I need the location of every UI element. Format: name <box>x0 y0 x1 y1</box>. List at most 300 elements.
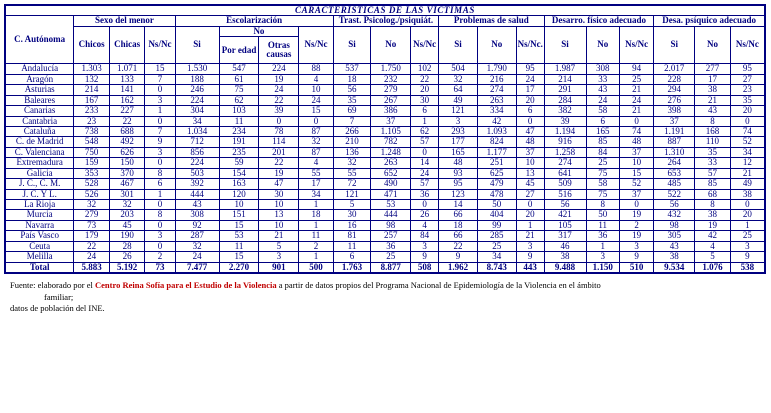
cell-value: 32 <box>333 158 371 168</box>
cell-value: 34 <box>477 252 516 262</box>
total-cell-value: 8.743 <box>477 262 516 273</box>
cell-value: 503 <box>175 168 219 178</box>
cell-value: 3 <box>619 241 653 251</box>
cell-value: 74 <box>619 126 653 136</box>
cell-value: 392 <box>175 179 219 189</box>
header-psiquico-si: Si <box>654 26 695 63</box>
table-row <box>5 106 765 116</box>
footnote-line1a: Fuente: elaborado por el <box>10 280 95 291</box>
cell-value: 27 <box>730 74 765 84</box>
total-cell-value: 8.877 <box>371 262 411 273</box>
cell-value: 66 <box>439 231 478 241</box>
cell-value: 7 <box>145 126 175 136</box>
cell-value: 25 <box>371 252 411 262</box>
cell-value: 782 <box>371 137 411 147</box>
cell-value: 2 <box>145 252 175 262</box>
cell-value: 64 <box>439 85 478 95</box>
cell-value: 641 <box>544 168 586 178</box>
cell-value: 43 <box>654 241 695 251</box>
cell-value: 0 <box>299 116 333 126</box>
cell-value: 1.258 <box>544 147 586 157</box>
cell-value: 36 <box>411 189 439 199</box>
row-region-label: Cataluña <box>5 126 74 136</box>
header-fisico-si: Si <box>544 26 586 63</box>
cell-value: 2 <box>619 220 653 230</box>
cell-value: 159 <box>74 158 110 168</box>
total-cell-value: 1.150 <box>586 262 619 273</box>
cell-value: 1 <box>299 220 333 230</box>
table-row <box>5 252 765 262</box>
cell-value: 1 <box>299 252 333 262</box>
cell-value: 370 <box>109 168 145 178</box>
total-cell-value: 2.270 <box>219 262 259 273</box>
cell-value: 485 <box>654 179 695 189</box>
header-escolarizacion-nsnc: Ns/Nc <box>299 26 333 63</box>
cell-value: 224 <box>175 95 219 105</box>
cell-value: 1.987 <box>544 64 586 74</box>
cell-value: 547 <box>219 64 259 74</box>
cell-value: 43 <box>695 106 731 116</box>
cell-value: 353 <box>74 168 110 178</box>
cell-value: 264 <box>654 158 695 168</box>
cell-value: 1.750 <box>371 64 411 74</box>
cell-value: 20 <box>730 210 765 220</box>
cell-value: 317 <box>544 231 586 241</box>
cell-value: 0 <box>619 116 653 126</box>
cell-value: 30 <box>411 95 439 105</box>
cell-value: 432 <box>654 210 695 220</box>
cell-value: 39 <box>544 116 586 126</box>
cell-value: 267 <box>371 95 411 105</box>
total-label: Total <box>5 262 74 273</box>
cell-value: 293 <box>439 126 478 136</box>
page-title: CARACTERÍSTICAS DE LAS VÍCTIMAS <box>5 5 765 16</box>
cell-value: 738 <box>74 126 110 136</box>
cell-value: 8 <box>695 200 731 210</box>
cell-value: 11 <box>333 241 371 251</box>
row-region-label: Andalucía <box>5 64 74 74</box>
cell-value: 57 <box>695 168 731 178</box>
cell-value: 4 <box>299 74 333 84</box>
cell-value: 37 <box>619 189 653 199</box>
cell-value: 34 <box>299 189 333 199</box>
cell-value: 150 <box>109 158 145 168</box>
cell-value: 43 <box>175 200 219 210</box>
cell-value: 17 <box>299 179 333 189</box>
table-row <box>5 85 765 95</box>
cell-value: 17 <box>695 74 731 84</box>
cell-value: 887 <box>654 137 695 147</box>
header-salud-si: Si <box>439 26 478 63</box>
cell-value: 233 <box>74 106 110 116</box>
cell-value: 7 <box>145 74 175 84</box>
row-region-label: País Vasco <box>5 231 74 241</box>
cell-value: 444 <box>175 189 219 199</box>
row-region-label: Extremadura <box>5 158 74 168</box>
cell-value: 167 <box>74 95 110 105</box>
cell-value: 1 <box>586 241 619 251</box>
table-row <box>5 189 765 199</box>
cell-value: 58 <box>586 106 619 116</box>
cell-value: 274 <box>477 85 516 95</box>
table-row <box>5 241 765 251</box>
table-row <box>5 158 765 168</box>
row-region-label: Ceuta <box>5 241 74 251</box>
footnote-line1c: a partir de datos propios del Programa Nacional de Epidemiología de la Violencia en el ámbito <box>276 280 601 291</box>
cell-value: 39 <box>259 106 299 116</box>
cell-value: 23 <box>730 85 765 95</box>
header-trast-nsnc: Ns/Nc <box>411 26 439 63</box>
cell-value: 188 <box>175 74 219 84</box>
cell-value: 15 <box>619 168 653 178</box>
cell-value: 24 <box>175 252 219 262</box>
cell-value: 98 <box>654 220 695 230</box>
cell-value: 56 <box>333 85 371 95</box>
cell-value: 23 <box>74 116 110 126</box>
cell-value: 120 <box>219 189 259 199</box>
table-row <box>5 179 765 189</box>
header-psiquico-nsnc: Ns/Nc <box>730 26 765 63</box>
cell-value: 8 <box>145 210 175 220</box>
total-cell-value: 9.534 <box>654 262 695 273</box>
cell-value: 37 <box>371 116 411 126</box>
group-trastornos: Trast. Psicolog./psiquiát. <box>333 16 438 26</box>
cell-value: 35 <box>730 95 765 105</box>
cell-value: 6 <box>145 179 175 189</box>
cell-value: 32 <box>109 200 145 210</box>
cell-value: 1.530 <box>175 64 219 74</box>
row-region-label: Melilla <box>5 252 74 262</box>
cell-value: 1.248 <box>371 147 411 157</box>
cell-value: 688 <box>109 126 145 136</box>
row-region-label: Cantabria <box>5 116 74 126</box>
cell-value: 5 <box>259 241 299 251</box>
cell-value: 263 <box>371 158 411 168</box>
cell-value: 75 <box>586 189 619 199</box>
cell-value: 1.071 <box>109 64 145 74</box>
group-desarrollo-psiquico: Desa. psíquico adecuado <box>654 16 765 26</box>
footnote-org: Centro Reina Sofía <box>94 280 165 291</box>
cell-value: 19 <box>619 210 653 220</box>
cell-value: 114 <box>259 137 299 147</box>
cell-value: 177 <box>439 137 478 147</box>
cell-value: 537 <box>333 64 371 74</box>
cell-value: 59 <box>219 158 259 168</box>
cell-value: 33 <box>695 158 731 168</box>
cell-value: 492 <box>109 137 145 147</box>
cell-value: 32 <box>439 74 478 84</box>
cell-value: 56 <box>654 200 695 210</box>
cell-value: 522 <box>654 189 695 199</box>
cell-value: 19 <box>695 220 731 230</box>
cell-value: 4 <box>299 158 333 168</box>
total-cell-value: 5.192 <box>109 262 145 273</box>
cell-value: 136 <box>333 147 371 157</box>
cell-value: 214 <box>74 85 110 95</box>
total-cell-value: 7.477 <box>175 262 219 273</box>
cell-value: 334 <box>477 106 516 116</box>
cell-value: 3 <box>411 241 439 251</box>
cell-value: 13 <box>516 168 544 178</box>
cell-value: 55 <box>299 168 333 178</box>
cell-value: 10 <box>299 85 333 95</box>
cell-value: 9 <box>619 252 653 262</box>
cell-value: 0 <box>145 85 175 95</box>
table-title-row <box>5 5 765 16</box>
cell-value: 28 <box>109 241 145 251</box>
cell-value: 479 <box>477 179 516 189</box>
cell-value: 36 <box>586 231 619 241</box>
total-cell-value: 9.488 <box>544 262 586 273</box>
total-cell-value: 901 <box>259 262 299 273</box>
cell-value: 22 <box>259 95 299 105</box>
row-region-label: Navarra <box>5 220 74 230</box>
cell-value: 2.017 <box>654 64 695 74</box>
cell-value: 30 <box>259 189 299 199</box>
row-region-label: Aragón <box>5 74 74 84</box>
cell-value: 21 <box>695 95 731 105</box>
cell-value: 1 <box>145 189 175 199</box>
cell-value: 305 <box>654 231 695 241</box>
cell-value: 10 <box>259 200 299 210</box>
cell-value: 56 <box>544 200 586 210</box>
cell-value: 1 <box>145 106 175 116</box>
cell-value: 3 <box>439 116 478 126</box>
cell-value: 0 <box>730 200 765 210</box>
cell-value: 3 <box>586 252 619 262</box>
cell-value: 48 <box>439 158 478 168</box>
cell-value: 856 <box>175 147 219 157</box>
cell-value: 1 <box>299 200 333 210</box>
cell-value: 24 <box>259 85 299 95</box>
cell-value: 38 <box>695 85 731 95</box>
cell-value: 301 <box>109 189 145 199</box>
cell-value: 151 <box>219 210 259 220</box>
cell-value: 712 <box>175 137 219 147</box>
header-region: C. Autónoma <box>5 16 74 64</box>
total-cell-value: 73 <box>145 262 175 273</box>
cell-value: 216 <box>477 74 516 84</box>
table-row <box>5 147 765 157</box>
cell-value: 132 <box>74 74 110 84</box>
cell-value: 57 <box>411 137 439 147</box>
cell-value: 34 <box>175 116 219 126</box>
cell-value: 11 <box>586 220 619 230</box>
cell-value: 18 <box>299 210 333 220</box>
cell-value: 24 <box>299 95 333 105</box>
cell-value: 133 <box>109 74 145 84</box>
cell-value: 490 <box>371 179 411 189</box>
cell-value: 0 <box>145 220 175 230</box>
cell-value: 10 <box>619 158 653 168</box>
cell-value: 2 <box>299 241 333 251</box>
cell-value: 50 <box>477 200 516 210</box>
cell-value: 123 <box>439 189 478 199</box>
cell-value: 526 <box>74 189 110 199</box>
cell-value: 26 <box>411 210 439 220</box>
header-sexo-nsnc: Ns/Nc <box>145 26 175 63</box>
cell-value: 165 <box>439 147 478 157</box>
cell-value: 8 <box>695 116 731 126</box>
cell-value: 308 <box>586 64 619 74</box>
cell-value: 235 <box>219 147 259 157</box>
header-escolarizado-no: No <box>219 26 299 36</box>
cell-value: 626 <box>109 147 145 157</box>
cell-value: 232 <box>371 74 411 84</box>
cell-value: 168 <box>695 126 731 136</box>
cell-value: 308 <box>175 210 219 220</box>
cell-value: 37 <box>654 116 695 126</box>
cell-value: 6 <box>411 106 439 116</box>
cell-value: 0 <box>516 200 544 210</box>
cell-value: 291 <box>544 85 586 95</box>
cell-value: 3 <box>145 147 175 157</box>
cell-value: 528 <box>74 179 110 189</box>
header-fisico-nsnc: Ns/Nc <box>619 26 653 63</box>
row-region-label: Asturias <box>5 85 74 95</box>
cell-value: 52 <box>730 137 765 147</box>
cell-value: 18 <box>439 220 478 230</box>
cell-value: 9 <box>730 252 765 262</box>
table-body <box>5 64 765 273</box>
cell-value: 36 <box>371 241 411 251</box>
table-row <box>5 126 765 136</box>
cell-value: 163 <box>219 179 259 189</box>
cell-value: 48 <box>619 137 653 147</box>
group-header-row <box>5 16 765 26</box>
cell-value: 95 <box>730 64 765 74</box>
cell-value: 1.194 <box>544 126 586 136</box>
cell-value: 27 <box>516 189 544 199</box>
cell-value: 5 <box>695 252 731 262</box>
cell-value: 53 <box>371 200 411 210</box>
cell-value: 24 <box>619 95 653 105</box>
cell-value: 421 <box>544 210 586 220</box>
header-salud-nsnc: Ns/Nc. <box>516 26 544 63</box>
cell-value: 49 <box>730 179 765 189</box>
cell-value: 516 <box>544 189 586 199</box>
cell-value: 35 <box>695 147 731 157</box>
cell-value: 72 <box>333 179 371 189</box>
header-psiquico-no: No <box>695 26 731 63</box>
cell-value: 24 <box>411 168 439 178</box>
cell-value: 1.093 <box>477 126 516 136</box>
cell-value: 3 <box>145 231 175 241</box>
cell-value: 15 <box>299 106 333 116</box>
cell-value: 87 <box>299 147 333 157</box>
cell-value: 4 <box>411 220 439 230</box>
cell-value: 444 <box>371 210 411 220</box>
cell-value: 20 <box>516 210 544 220</box>
cell-value: 87 <box>299 126 333 136</box>
cell-value: 8 <box>586 200 619 210</box>
cell-value: 277 <box>695 64 731 74</box>
cell-value: 21 <box>516 231 544 241</box>
cell-value: 24 <box>586 95 619 105</box>
cell-value: 25 <box>730 231 765 241</box>
cell-value: 20 <box>730 106 765 116</box>
cell-value: 203 <box>109 210 145 220</box>
cell-value: 16 <box>333 220 371 230</box>
cell-value: 3 <box>730 241 765 251</box>
cell-value: 22 <box>439 241 478 251</box>
cell-value: 1 <box>730 220 765 230</box>
header-no-por-edad: Por edad <box>219 37 259 64</box>
cell-value: 26 <box>109 252 145 262</box>
cell-value: 3 <box>145 95 175 105</box>
total-cell-value: 5.883 <box>74 262 110 273</box>
cell-value: 382 <box>544 106 586 116</box>
cell-value: 49 <box>439 95 478 105</box>
cell-value: 110 <box>695 137 731 147</box>
cell-value: 34 <box>730 147 765 157</box>
cell-value: 78 <box>259 126 299 136</box>
table-row <box>5 137 765 147</box>
footnote-org-cont: para el Estudio de la Violencia <box>164 280 277 291</box>
cell-value: 1.191 <box>654 126 695 136</box>
cell-value: 38 <box>695 210 731 220</box>
cell-value: 263 <box>477 95 516 105</box>
cell-value: 0 <box>730 116 765 126</box>
row-region-label: J. C., C. M. <box>5 179 74 189</box>
footnote-line2: familiar; <box>44 291 74 302</box>
cell-value: 6 <box>516 106 544 116</box>
cell-value: 38 <box>654 252 695 262</box>
cell-value: 55 <box>333 168 371 178</box>
cell-value: 21 <box>259 231 299 241</box>
cell-value: 37 <box>619 147 653 157</box>
header-salud-no: No <box>477 26 516 63</box>
cell-value: 15 <box>145 64 175 74</box>
cell-value: 653 <box>654 168 695 178</box>
cell-value: 103 <box>219 106 259 116</box>
cell-value: 0 <box>411 147 439 157</box>
cell-value: 18 <box>333 74 371 84</box>
cell-value: 15 <box>219 252 259 262</box>
cell-value: 61 <box>219 74 259 84</box>
cell-value: 85 <box>586 137 619 147</box>
header-chicas: Chicas <box>109 26 145 63</box>
total-cell-value: 1.962 <box>439 262 478 273</box>
header-no-otras-causas: Otras causas <box>259 37 299 64</box>
cell-value: 191 <box>219 137 259 147</box>
cell-value: 3 <box>516 241 544 251</box>
cell-value: 21 <box>730 168 765 178</box>
cell-value: 24 <box>74 252 110 262</box>
cell-value: 19 <box>259 168 299 178</box>
cell-value: 6 <box>333 252 371 262</box>
row-region-label: Baleares <box>5 95 74 105</box>
cell-value: 210 <box>333 137 371 147</box>
cell-value: 652 <box>371 168 411 178</box>
cell-value: 20 <box>516 95 544 105</box>
cell-value: 190 <box>109 231 145 241</box>
cell-value: 1.310 <box>654 147 695 157</box>
header-trast-no: No <box>371 26 411 63</box>
cell-value: 251 <box>477 158 516 168</box>
cell-value: 9 <box>411 252 439 262</box>
cell-value: 279 <box>74 210 110 220</box>
cell-value: 15 <box>219 220 259 230</box>
cell-value: 73 <box>74 220 110 230</box>
header-escolarizado-si: Si <box>175 26 219 63</box>
cell-value: 10 <box>259 220 299 230</box>
cell-value: 246 <box>175 85 219 95</box>
cell-value: 8 <box>145 168 175 178</box>
total-cell-value: 1.763 <box>333 262 371 273</box>
cell-value: 32 <box>74 200 110 210</box>
cell-value: 105 <box>544 220 586 230</box>
